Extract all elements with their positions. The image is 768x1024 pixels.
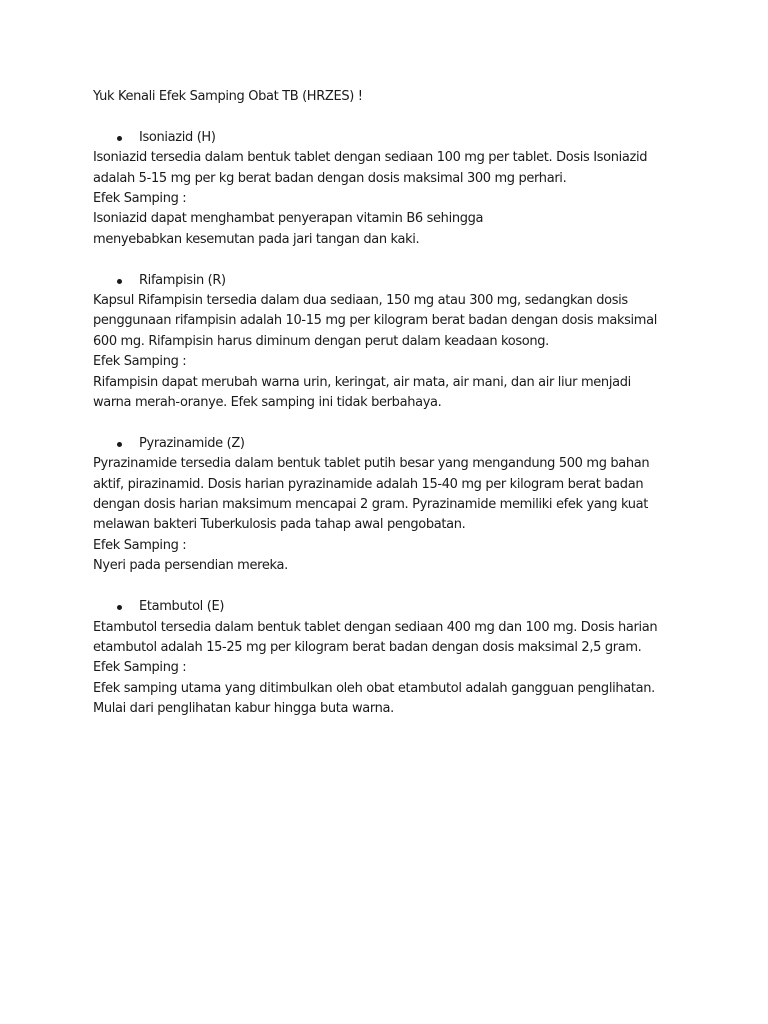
section-etambutol — [93, 597, 693, 719]
description-line: penggunaan rifampisin adalah 10-15 mg per kilogram berat badan dengan dosis maksimal — [93, 313, 657, 329]
description-line: Pyrazinamide tersedia dalam bentuk tablet putih besar yang mengandung 500 mg bahan — [93, 456, 650, 472]
bullet-icon — [117, 136, 122, 141]
bullet-icon — [117, 442, 122, 447]
effect-line: warna merah-oranye. Efek samping ini tidak berbahaya. — [93, 395, 442, 411]
description-line: adalah 5-15 mg per kg berat badan dengan dosis maksimal 300 mg perhari. — [93, 170, 567, 186]
document-title: Yuk Kenali Efek Samping Obat TB (HRZES) ! — [93, 89, 363, 104]
effect-label: Efek Samping : — [93, 660, 187, 676]
section-heading: Rifampisin (R) — [93, 271, 693, 291]
section-isoniazid — [93, 128, 693, 250]
bullet-icon — [117, 279, 122, 284]
effect-line: Nyeri pada persendian mereka. — [93, 558, 288, 574]
description-line: etambutol adalah 15-25 mg per kilogram berat badan dengan dosis maksimal 2,5 gram. — [93, 639, 642, 655]
document-body — [93, 87, 693, 720]
effect-line: Rifampisin dapat merubah warna urin, keringat, air mata, air mani, dan air liur menjadi — [93, 374, 631, 390]
effect-line: Mulai dari penglihatan kabur hingga buta warna. — [93, 701, 394, 717]
section-heading: Isoniazid (H) — [93, 128, 693, 148]
effect-line: Efek samping utama yang ditimbulkan oleh obat etambutol adalah gangguan penglihatan. — [93, 680, 655, 696]
section-pyrazinamide — [93, 434, 693, 577]
description-line: Isoniazid tersedia dalam bentuk tablet dengan sediaan 100 mg per tablet. Dosis Isoniazid — [93, 150, 648, 166]
section-heading: Etambutol (E) — [93, 597, 693, 617]
description-line: 600 mg. Rifampisin harus diminum dengan perut dalam keadaan kosong. — [93, 333, 549, 349]
effect-line: Isoniazid dapat menghambat penyerapan vitamin B6 sehingga — [93, 211, 484, 227]
description-line: Etambutol tersedia dalam bentuk tablet dengan sediaan 400 mg dan 100 mg. Dosis harian — [93, 619, 658, 635]
bullet-icon — [117, 605, 122, 610]
effect-label: Efek Samping : — [93, 354, 187, 370]
effect-label: Efek Samping : — [93, 191, 187, 207]
description-line: melawan bakteri Tuberkulosis pada tahap awal pengobatan. — [93, 517, 466, 533]
description-line: aktif, pirazinamid. Dosis harian pyrazinamide adalah 15-40 mg per kilogram berat badan — [93, 476, 644, 492]
description-line: dengan dosis harian maksimum mencapai 2 gram. Pyrazinamide memiliki efek yang kuat — [93, 497, 649, 513]
effect-label: Efek Samping : — [93, 537, 187, 553]
description-line: Kapsul Rifampisin tersedia dalam dua sediaan, 150 mg atau 300 mg, sedangkan dosis — [93, 293, 628, 309]
section-rifampisin — [93, 271, 693, 414]
effect-line: menyebabkan kesemutan pada jari tangan dan kaki. — [93, 231, 420, 247]
section-heading: Pyrazinamide (Z) — [93, 434, 693, 454]
